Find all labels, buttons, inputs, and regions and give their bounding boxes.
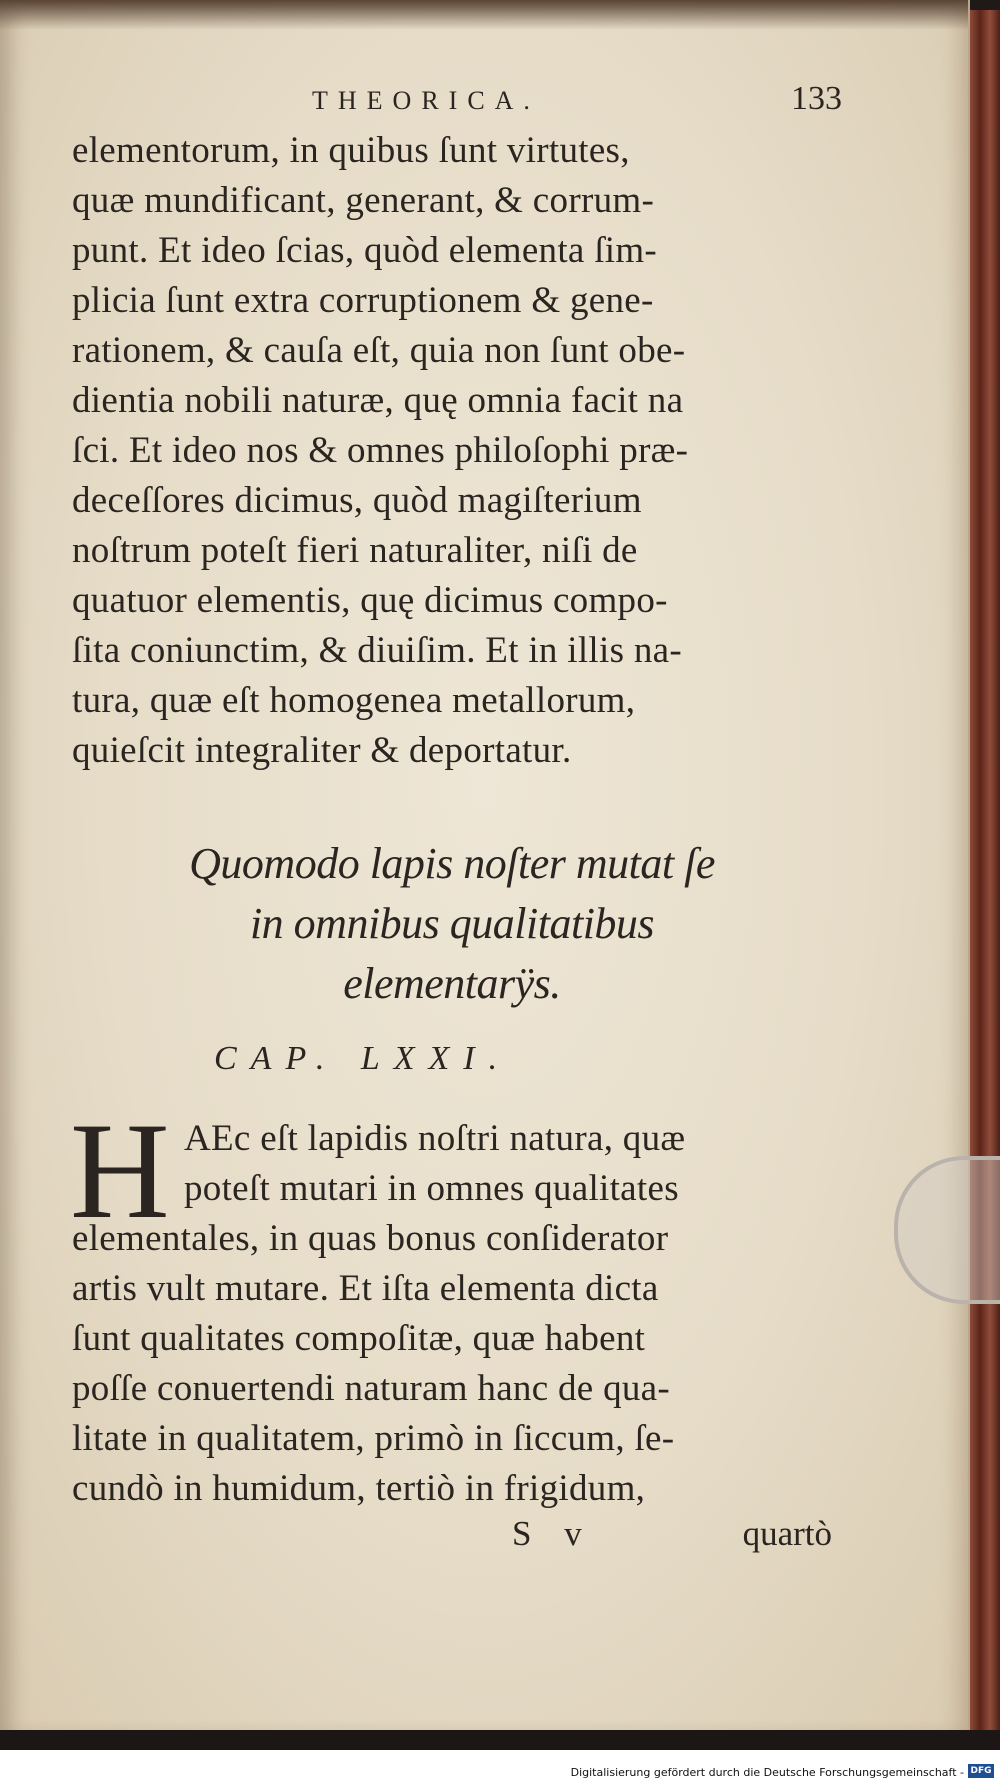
text-line: poſſe conuertendi naturam hanc de qua- — [72, 1368, 671, 1409]
heading-line: elementarÿs. — [343, 959, 561, 1008]
text-block — [70, 80, 842, 1564]
text-line: deceſſores dicimus, quòd magiſterium — [72, 480, 642, 521]
text-line: ſci. Et ideo nos & omnes philoſophi præ- — [72, 430, 689, 471]
section-heading — [72, 834, 832, 1014]
text-line: ſunt qualitates compoſitæ, quæ habent — [72, 1318, 646, 1359]
text-line: dientia nobili naturæ, quę omnia facit na — [72, 380, 684, 421]
drop-cap: H — [70, 1094, 170, 1247]
chapter-number: CAP. LXXI. — [214, 1040, 512, 1077]
page-header — [72, 80, 842, 126]
page-top-shadow — [0, 0, 968, 30]
digitization-credit: Digitalisierung gefördert durch die Deutsche Forschungsgemeinschaft - — [570, 1766, 964, 1779]
running-head: THEORICA. — [312, 86, 540, 115]
text-line: quieſcit integraliter & deportatur. — [72, 730, 572, 771]
catchword-row — [72, 1514, 832, 1564]
text-line: punt. Et ideo ſcias, quòd elementa ſim- — [72, 230, 658, 271]
catchword: quartò — [742, 1514, 832, 1553]
scan-bottom-strip — [0, 1730, 1000, 1750]
text-line: AEc eſt lapidis noſtri natura, quæ — [184, 1118, 686, 1159]
text-line: noſtrum poteſt fieri naturaliter, niſi de — [72, 530, 638, 571]
paragraph-1 — [72, 126, 832, 776]
text-line: rationem, & cauſa eſt, quia non ſunt obe- — [72, 330, 686, 371]
text-line: ſita coniunctim, & diuiſim. Et in illis na- — [72, 630, 682, 671]
text-line: litate in qualitatem, primò in ſiccum, ſe- — [72, 1418, 675, 1459]
dfg-logo-icon: DFG — [968, 1764, 994, 1778]
text-line: elementorum, in quibus ſunt virtutes, — [72, 130, 630, 171]
text-line: elementales, in quas bonus conſiderator — [72, 1218, 669, 1259]
text-line: quatuor elementis, quę dicimus compo- — [72, 580, 668, 621]
heading-line: in omnibus qualitatibus — [249, 899, 655, 948]
heading-line: Quomodo lapis noſter mutat ſe — [189, 839, 715, 888]
page-number: 133 — [791, 80, 842, 117]
text-line: plicia ſunt extra corruptionem & gene- — [72, 280, 654, 321]
text-line: quæ mundificant, generant, & corrum- — [72, 180, 655, 221]
paragraph-2 — [70, 1094, 832, 1514]
text-line: poteſt mutari in omnes qualitates — [184, 1168, 679, 1209]
text-line: cundò in humidum, tertiò in frigidum, — [72, 1468, 646, 1509]
signature-mark: S v — [512, 1514, 594, 1553]
text-line: tura, quæ eſt homogenea metallorum, — [72, 680, 636, 721]
text-line: artis vult mutare. Et iſta elementa dicta — [72, 1268, 659, 1309]
